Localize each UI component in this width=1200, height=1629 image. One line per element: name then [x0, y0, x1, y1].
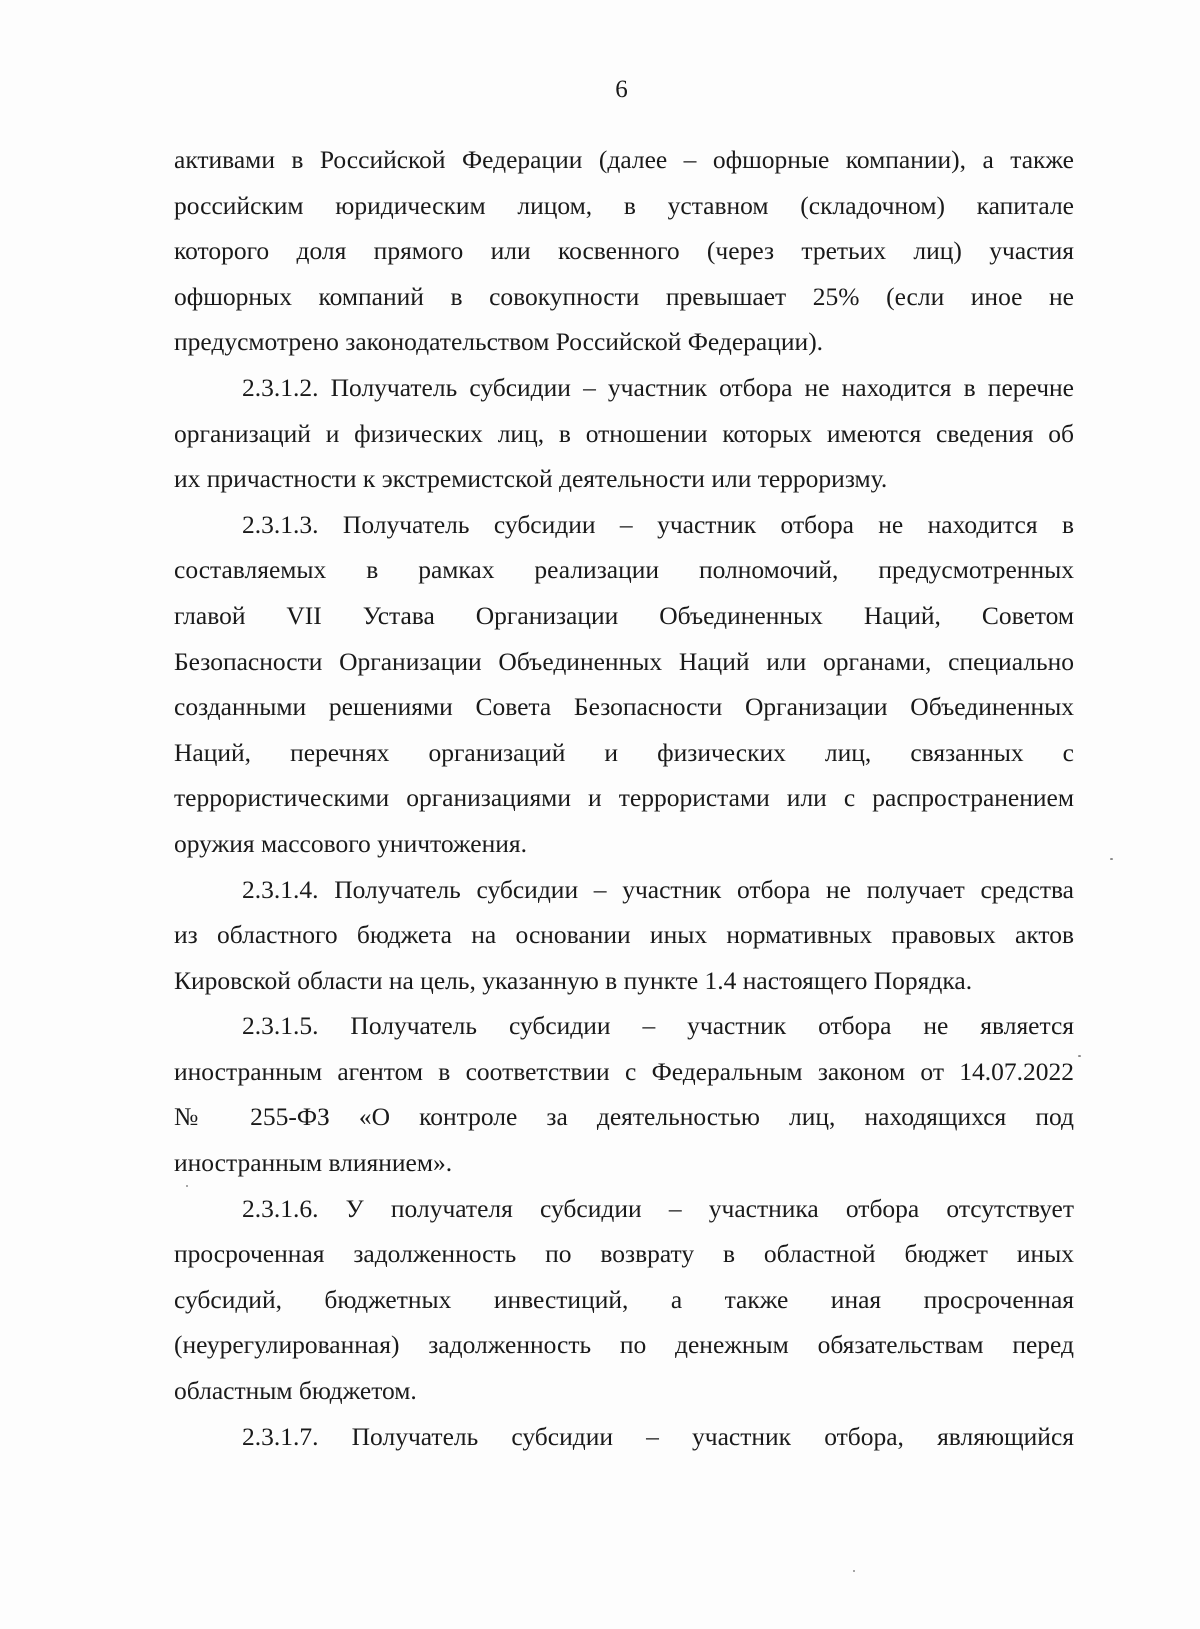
text-line: их причастности к экстремистской деятельности или терроризму. — [174, 464, 888, 494]
page-number: 6 — [615, 76, 628, 103]
document-body — [174, 137, 1074, 1459]
paragraph-start: 2.3.1.3. Получатель субсидии – участник отбора не находится в — [242, 509, 1074, 539]
text-line: Кировской области на цель, указанную в пункте 1.4 настоящего Порядка. — [174, 965, 973, 995]
text-line: предусмотрено законодательством Российской Федерации). — [174, 327, 824, 357]
text-line: иностранным агентом в соответствии с Федеральным законом от 14.07.2022 — [174, 1056, 1074, 1086]
scan-speck — [186, 1185, 188, 1187]
text-line: террористическими организациями и террористами или с распространением — [174, 783, 1074, 813]
text-line: из областного бюджета на основании иных нормативных правовых актов — [174, 920, 1074, 950]
text-line: областным бюджетом. — [174, 1376, 417, 1406]
text-line: российским юридическим лицом, в уставном (складочном) капитале — [174, 190, 1074, 220]
paragraph-start: 2.3.1.2. Получатель субсидии – участник отбора не находится в перечне — [242, 372, 1074, 402]
text-line: (неурегулированная) задолженность по денежным обязательствам перед — [174, 1330, 1074, 1360]
text-line: организаций и физических лиц, в отношении которых имеются сведения об — [174, 418, 1074, 448]
text-line: созданными решениями Совета Безопасности Организации Объединенных — [174, 692, 1074, 722]
text-line: офшорных компаний в совокупности превышает 25% (если иное не — [174, 281, 1074, 311]
text-line: субсидий, бюджетных инвестиций, а также иная просроченная — [174, 1284, 1074, 1314]
text-line: Наций, перечнях организаций и физических лиц, связанных с — [174, 737, 1074, 767]
text-line: составляемых в рамках реализации полномочий, предусмотренных — [174, 555, 1074, 585]
scan-speck — [1110, 858, 1113, 860]
text-line: оружия массового уничтожения. — [174, 828, 527, 858]
text-line: активами в Российской Федерации (далее – офшорные компании), а также — [174, 145, 1074, 174]
scan-speck — [853, 1570, 855, 1572]
paragraph-start: 2.3.1.7. Получатель субсидии – участник отбора, являющийся — [242, 1421, 1074, 1451]
text-line: № 255-ФЗ «О контроле за деятельностью лиц, находящихся под — [174, 1102, 1074, 1132]
paragraph-start: 2.3.1.6. У получателя субсидии – участника отбора отсутствует — [242, 1193, 1074, 1223]
text-line: главой VII Устава Организации Объединенных Наций, Советом — [174, 600, 1074, 630]
text-line: иностранным влиянием». — [174, 1148, 453, 1178]
paragraph-start: 2.3.1.4. Получатель субсидии – участник отбора не получает средства — [242, 874, 1074, 904]
scan-speck — [1078, 1055, 1081, 1057]
text-line: Безопасности Организации Объединенных Наций или органами, специально — [174, 646, 1074, 676]
text-line: которого доля прямого или косвенного (через третьих лиц) участия — [174, 236, 1074, 266]
paragraph-start: 2.3.1.5. Получатель субсидии – участник отбора не является — [242, 1011, 1074, 1041]
text-line: просроченная задолженность по возврату в областной бюджет иных — [174, 1239, 1074, 1269]
